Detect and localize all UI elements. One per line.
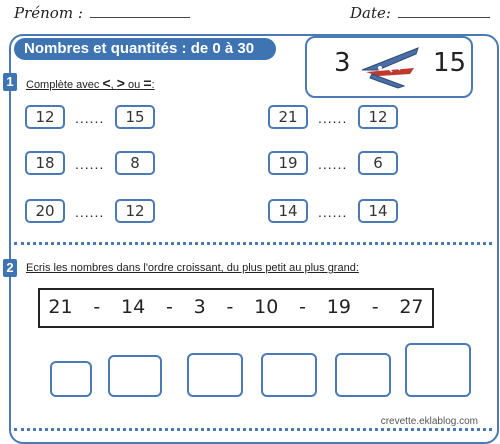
name-write-line[interactable]: [90, 4, 190, 18]
number-box: 12: [115, 199, 155, 223]
or-word: ou: [128, 79, 141, 91]
comparison-blank[interactable]: ......: [318, 204, 348, 220]
sequence-item: 21: [48, 296, 73, 318]
equals-symbol: =: [143, 75, 152, 91]
sequence-item: 10: [254, 296, 279, 318]
number-box: 18: [25, 151, 65, 175]
sequence-separator: -: [371, 296, 379, 318]
sequence-item: 19: [326, 296, 351, 318]
credit-text: crevette.eklablog.com: [380, 416, 478, 427]
less-than-symbol: <: [102, 75, 111, 91]
answer-box[interactable]: [261, 353, 317, 397]
comparison-blank[interactable]: ......: [318, 156, 348, 172]
comparison-blank[interactable]: ......: [75, 204, 105, 220]
exercise-1-number: 1: [3, 73, 17, 91]
number-box: 6: [358, 151, 398, 175]
answer-box[interactable]: [50, 361, 92, 397]
number-box: 21: [268, 105, 308, 129]
example-right-number: 15: [433, 48, 467, 78]
number-box: 12: [358, 105, 398, 129]
date-field-label: [350, 4, 490, 22]
answer-box[interactable]: [335, 353, 391, 397]
comparison-blank[interactable]: ......: [75, 156, 105, 172]
exercise-2-instruction: Ecris les nombres dans l'ordre croissant, du plus petit au plus grand:: [26, 262, 359, 274]
number-box: 20: [25, 199, 65, 223]
exercise-2-number: 2: [3, 259, 17, 277]
bottom-divider: [14, 428, 492, 431]
greater-than-symbol: >: [116, 75, 125, 91]
sequence-item: 3: [193, 296, 206, 318]
sequence-item: 27: [399, 296, 424, 318]
worksheet-title: Nombres et quantités : de 0 à 30: [14, 38, 276, 60]
date-write-line[interactable]: [398, 4, 490, 18]
answer-box[interactable]: [187, 353, 243, 397]
number-box: 19: [268, 151, 308, 175]
crocodile-jaw-icon: [358, 44, 424, 90]
sequence-separator: -: [165, 296, 173, 318]
number-box: 14: [358, 199, 398, 223]
section-divider: [14, 242, 492, 245]
exercise-1-instruction: Complète avec <, > ou =:: [26, 75, 155, 91]
comparison-blank[interactable]: ......: [75, 110, 105, 126]
name-field-label: [14, 4, 190, 22]
name-label-text: Prénom :: [14, 4, 83, 22]
instruction-prefix: Complète avec: [26, 79, 100, 91]
example-left-number: 3: [334, 48, 351, 78]
sequence-separator: -: [226, 296, 234, 318]
date-label-text: Date:: [350, 4, 391, 22]
comparison-blank[interactable]: ......: [318, 110, 348, 126]
number-sequence: [38, 296, 434, 318]
number-box: 14: [268, 199, 308, 223]
number-box: 8: [115, 151, 155, 175]
number-box: 12: [25, 105, 65, 129]
colon: :: [151, 79, 155, 91]
number-box: 15: [115, 105, 155, 129]
sequence-separator: -: [299, 296, 306, 318]
sequence-item: 14: [121, 296, 146, 318]
answer-box[interactable]: [108, 355, 162, 397]
sequence-separator: -: [93, 296, 101, 318]
answer-box[interactable]: [405, 343, 471, 397]
